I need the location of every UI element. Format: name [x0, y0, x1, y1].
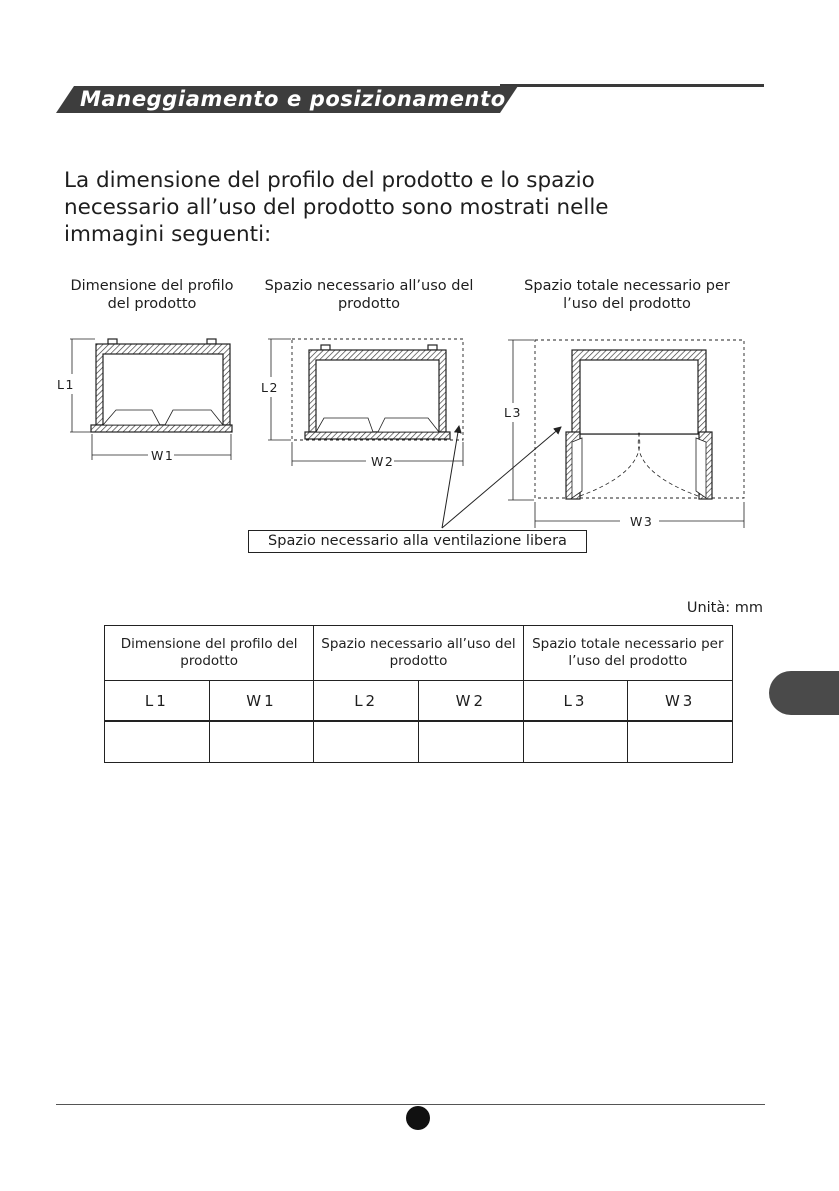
column-header-w1: W1: [209, 681, 314, 722]
group-header-use-space: Spazio necessario all’uso del prodotto: [314, 626, 523, 681]
column-header-w3: W3: [628, 681, 733, 722]
chapter-tab-marker: [769, 671, 839, 715]
group-header-profile: Dimensione del profilo del prodotto: [105, 626, 314, 681]
column-header-l1: L1: [105, 681, 210, 722]
intro-paragraph: La dimensione del profilo del prodotto e lo spazio necessario all’uso del prodotto sono mostrati nelle immagini seguenti:: [64, 168, 609, 247]
label-w1: W1: [151, 448, 175, 463]
value-cell-l2: [314, 721, 419, 763]
figure2-caption: Spazio necessario all’uso del prodotto: [264, 278, 474, 312]
value-cell-w1: [209, 721, 314, 763]
column-header-w2: W2: [418, 681, 523, 722]
section-title: Maneggiamento e posizionamento: [80, 87, 506, 111]
value-cell-l3: [523, 721, 628, 763]
value-cell-l1: [105, 721, 210, 763]
label-w3: W3: [630, 514, 654, 529]
ventilation-arrow-2: [442, 427, 561, 528]
label-l3: L3: [504, 405, 522, 420]
column-header-l2: L2: [314, 681, 419, 722]
footer-rule: [56, 1104, 765, 1105]
unit-label: Unità: mm: [686, 600, 763, 616]
figure1-caption: Dimensione del profilo del prodotto: [70, 278, 234, 312]
dimensions-table: [104, 625, 733, 763]
column-header-l3: L3: [523, 681, 628, 722]
figure1-drawing: [70, 339, 232, 460]
value-cell-w3: [628, 721, 733, 763]
figure2-drawing: [268, 339, 463, 466]
label-w2: W2: [371, 454, 395, 469]
label-l2: L2: [261, 380, 279, 395]
page-number-marker: [406, 1106, 430, 1130]
figure3-drawing: [508, 340, 744, 528]
value-cell-w2: [418, 721, 523, 763]
group-header-total-space: Spazio totale necessario per l’uso del prodotto: [523, 626, 732, 681]
figure3-caption: Spazio totale necessario per l’uso del prodotto: [524, 278, 730, 312]
ventilation-arrow-1: [442, 426, 459, 528]
ventilation-note: Spazio necessario alla ventilazione libera: [248, 530, 587, 553]
label-l1: L1: [57, 377, 75, 392]
